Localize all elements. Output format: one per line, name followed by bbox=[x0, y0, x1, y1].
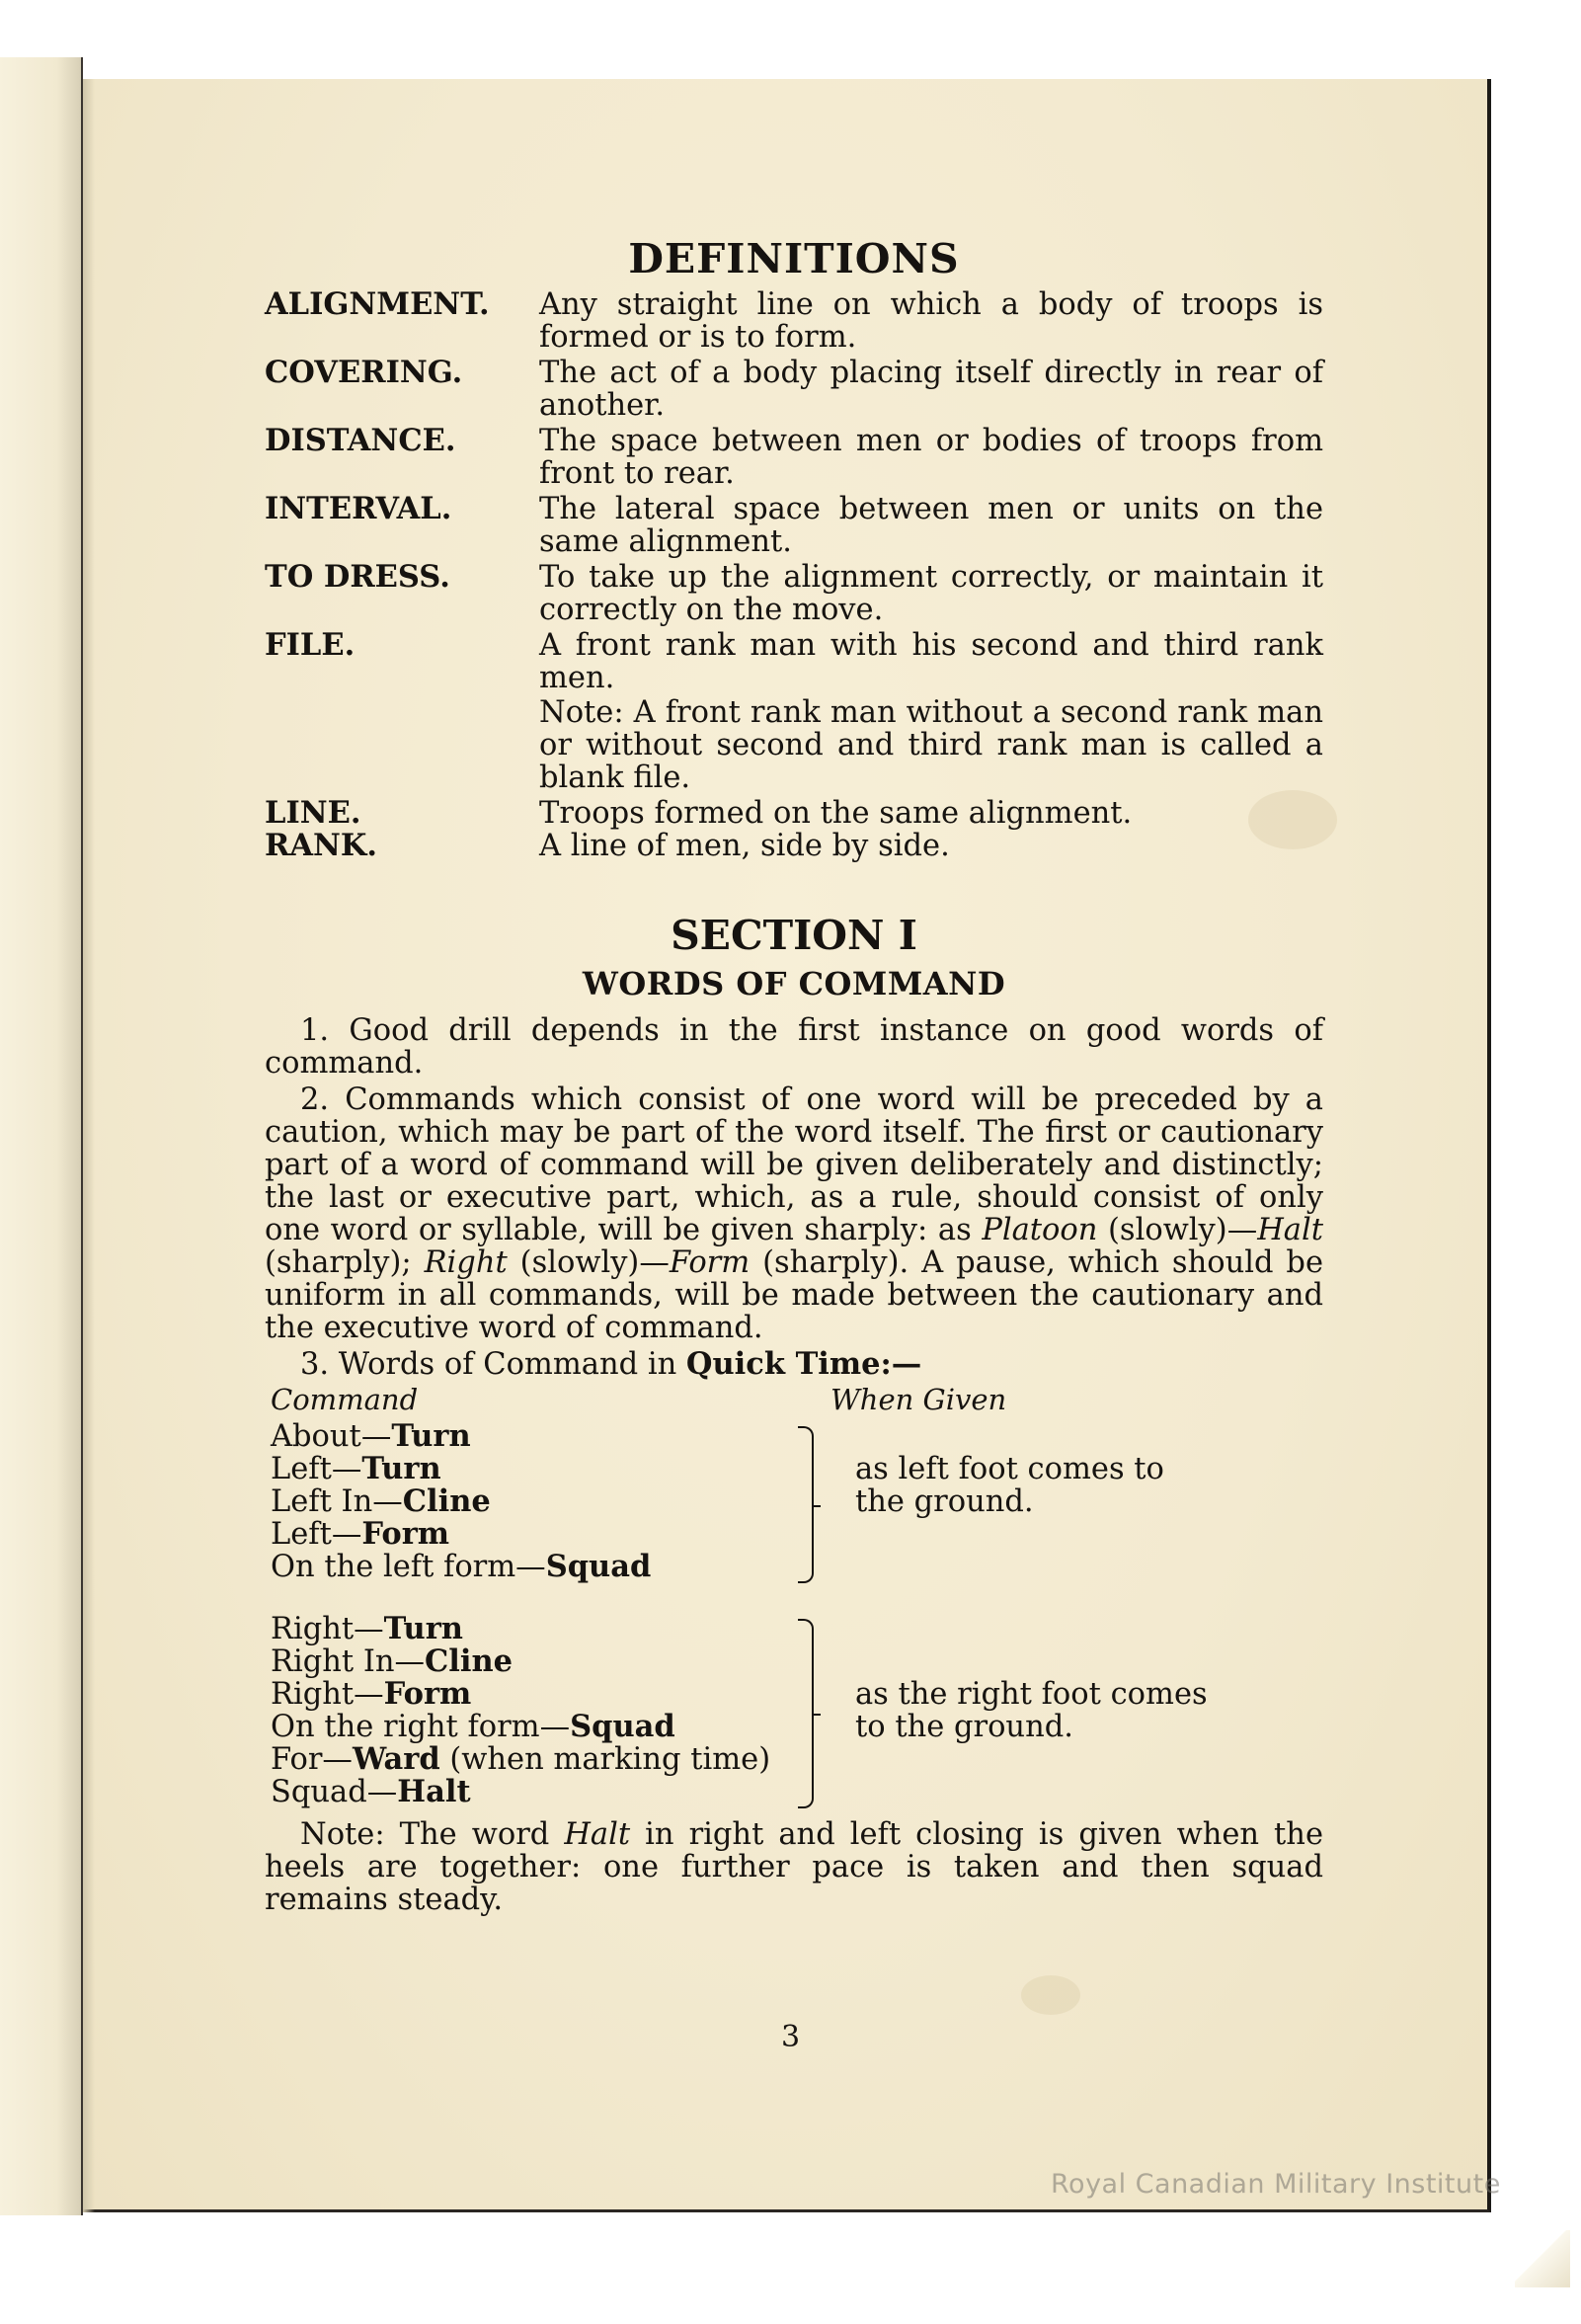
command-executive: Form bbox=[361, 1516, 450, 1552]
page-content bbox=[265, 235, 1323, 1916]
paragraph-3-bold: Quick Time:— bbox=[685, 1346, 922, 1382]
command-executive: Turn bbox=[383, 1611, 463, 1646]
example-form: Form bbox=[669, 1245, 751, 1280]
when-given-right bbox=[855, 1678, 1250, 1743]
definition-text: Any straight line on which a body of troops is formed or is to form. bbox=[539, 287, 1323, 355]
command-prefix: Squad— bbox=[271, 1775, 398, 1809]
when-given-line: the ground. bbox=[855, 1484, 1034, 1519]
paragraph-2-text: (slowly)— bbox=[507, 1245, 670, 1280]
command-line bbox=[271, 1551, 1323, 1583]
command-prefix: Right— bbox=[271, 1677, 384, 1712]
command-table-headers bbox=[265, 1383, 1323, 1420]
definitions-title: DEFINITIONS bbox=[628, 235, 960, 282]
note-tail: in right and left closing is given when the heels are together: one further pace is taken and then squad remains steady. bbox=[265, 1817, 1324, 1917]
paragraph-2-text: (sharply); bbox=[265, 1245, 425, 1280]
definition-text bbox=[539, 629, 1323, 797]
definition-term: DISTANCE. bbox=[265, 423, 456, 458]
command-group-right bbox=[265, 1613, 1323, 1808]
definition-term: ALIGNMENT. bbox=[265, 286, 490, 322]
command-group-left bbox=[265, 1420, 1323, 1583]
command-prefix: On the right form— bbox=[271, 1710, 571, 1744]
command-prefix: Left— bbox=[271, 1452, 362, 1486]
when-given-line: as left foot comes to bbox=[855, 1452, 1164, 1486]
when-given-left bbox=[855, 1453, 1250, 1518]
paragraph-3 bbox=[265, 1348, 1323, 1381]
definition-text: To take up the alignment correctly, or maintain it correctly on the move. bbox=[539, 560, 1323, 627]
note-italic: Halt bbox=[564, 1817, 631, 1852]
command-executive: Squad bbox=[570, 1709, 675, 1744]
paragraph-1: 1. Good drill depends in the first instance on good words of command. bbox=[265, 1013, 1323, 1081]
definition-row bbox=[265, 629, 1323, 797]
definition-row bbox=[265, 561, 1323, 629]
example-platoon: Platoon bbox=[982, 1213, 1098, 1247]
definition-text: A line of men, side by side. bbox=[539, 829, 950, 863]
definition-term: LINE. bbox=[265, 795, 361, 831]
brace-right-group bbox=[798, 1619, 814, 1808]
command-prefix: On the left form— bbox=[271, 1550, 546, 1584]
definition-note: Note: A front rank man without a second rank man or without second and third rank man is called a blank file. bbox=[539, 695, 1323, 795]
note-lead: Note: The word bbox=[300, 1817, 565, 1852]
column-header-when-given: When Given bbox=[830, 1383, 1007, 1416]
command-executive: Cline bbox=[402, 1483, 491, 1519]
command-prefix: About— bbox=[271, 1419, 392, 1454]
page-number: 3 bbox=[780, 2020, 801, 2054]
folded-corner bbox=[1515, 2230, 1570, 2287]
facing-page-edge bbox=[0, 57, 83, 2215]
command-line bbox=[271, 1645, 1323, 1678]
brace-left-group bbox=[798, 1426, 814, 1583]
command-executive: Cline bbox=[425, 1643, 514, 1679]
command-executive: Turn bbox=[361, 1451, 441, 1486]
command-prefix: Left— bbox=[271, 1517, 362, 1552]
paragraph-3-lead: 3. Words of Command in bbox=[300, 1347, 686, 1382]
example-right: Right bbox=[424, 1245, 508, 1280]
command-executive: Form bbox=[383, 1676, 472, 1712]
when-given-line: to the ground. bbox=[855, 1710, 1073, 1744]
definition-term: INTERVAL. bbox=[265, 491, 452, 526]
closing-note bbox=[265, 1818, 1323, 1916]
definition-text: The lateral space between men or units on the same alignment. bbox=[539, 492, 1323, 559]
definition-term: FILE. bbox=[265, 627, 356, 663]
paragraph-2 bbox=[265, 1083, 1323, 1344]
command-line bbox=[271, 1518, 1323, 1551]
paragraph-2-lead: 2. Commands which consist of one word will be preceded by a caution, which may be part of the word itself. The first or cautionary part of a word of command will be given deliberately and distinctly; the last or executive part, which, as a rule, should consist of only one word or syllable, will be given sharply: as bbox=[265, 1082, 1323, 1247]
definition-row bbox=[265, 493, 1323, 561]
definition-term: COVERING. bbox=[265, 355, 463, 390]
definition-text: Troops formed on the same alignment. bbox=[539, 796, 1133, 831]
definition-term: RANK. bbox=[265, 828, 378, 863]
when-given-line: as the right foot comes bbox=[855, 1677, 1208, 1712]
definition-term: TO DRESS. bbox=[265, 559, 450, 595]
watermark: Royal Canadian Military Institute bbox=[1051, 2169, 1501, 2200]
definition-text-main: A front rank man with his second and third rank men. bbox=[539, 628, 1323, 695]
definition-row bbox=[265, 288, 1323, 357]
command-executive: Halt bbox=[397, 1774, 471, 1809]
paragraph-2-text: (slowly)— bbox=[1097, 1213, 1258, 1247]
column-header-command: Command bbox=[271, 1383, 419, 1416]
section-title: SECTION I bbox=[671, 912, 917, 959]
command-line bbox=[271, 1613, 1323, 1645]
command-line bbox=[271, 1420, 1323, 1453]
definition-row bbox=[265, 357, 1323, 425]
command-prefix: For— bbox=[271, 1742, 353, 1777]
paragraph-2-tail: (sharply). A pause, which should be uniform in all commands, will be made between the cautionary and the executive word of command. bbox=[265, 1245, 1323, 1345]
command-executive: Squad bbox=[545, 1549, 652, 1584]
example-halt: Halt bbox=[1257, 1213, 1323, 1247]
definition-row bbox=[265, 797, 1323, 830]
command-line bbox=[271, 1776, 1323, 1808]
definition-row bbox=[265, 425, 1323, 493]
definition-text: The space between men or bodies of troops from front to rear. bbox=[539, 424, 1323, 491]
command-prefix: Right— bbox=[271, 1612, 384, 1646]
command-prefix: Right In— bbox=[271, 1644, 426, 1679]
definition-text: The act of a body placing itself directly in rear of another. bbox=[539, 356, 1323, 423]
command-prefix: Left In— bbox=[271, 1484, 403, 1519]
command-suffix: (when marking time) bbox=[439, 1742, 771, 1777]
command-executive: Turn bbox=[391, 1418, 471, 1454]
command-line bbox=[271, 1743, 1323, 1776]
definitions-list bbox=[265, 288, 1323, 862]
command-executive: Ward bbox=[352, 1741, 440, 1777]
section-subtitle: WORDS OF COMMAND bbox=[582, 965, 1006, 1002]
page-spine-shadow bbox=[83, 79, 95, 2212]
definition-row bbox=[265, 830, 1323, 862]
paper-stain bbox=[1021, 1975, 1080, 2015]
